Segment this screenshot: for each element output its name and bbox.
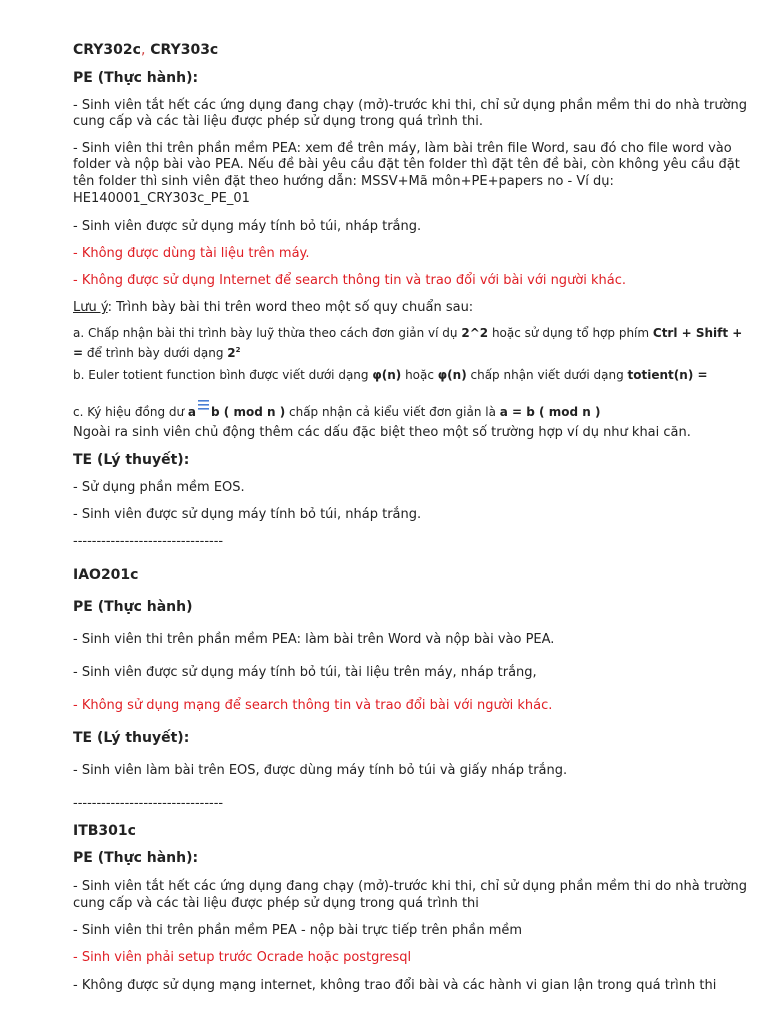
paragraph-line: - Sinh viên được sử dụng máy tính bỏ túi, nháp trắng. [73, 219, 422, 234]
paragraph-line: tên folder thì sinh viên đặt theo hướng dẫn: MSSV+Mã môn+PE+papers no - Ví dụ: [73, 174, 614, 189]
paragraph-line: - Sinh viên thi trên phần mềm PEA: xem đề trên máy, làm bài trên file Word, sau đó cho file word vào [73, 141, 732, 156]
note-text: : Trình bày bài thi trên word theo một số quy chuẩn sau: [107, 300, 474, 315]
warning-line: - Không được sử dụng Internet để search thông tin và trao đổi với bài với người khác. [73, 273, 627, 288]
rule-a-text: để trình bày dưới dạng [83, 346, 228, 360]
pe-heading: PE (Thực hành): [73, 850, 199, 866]
paragraph-line: HE140001_CRY303c_PE_01 [73, 191, 250, 206]
rule-a-example: 2^2 [461, 326, 489, 340]
section-divider: -------------------------------- [73, 796, 224, 811]
rule-c-mod: b ( mod n ) [211, 405, 286, 419]
paragraph-line: cung cấp và các tài liệu được phép sử dụng trong quá trình thi. [73, 114, 484, 129]
rule-b-text: chấp nhận viết dưới dạng [466, 368, 628, 382]
course-code-separator: , [140, 42, 146, 58]
course-code-heading [73, 42, 218, 58]
course-code: CRY303c [145, 42, 219, 58]
paragraph-line: - Sinh viên thi trên phần mềm PEA: làm bài trên Word và nộp bài vào PEA. [73, 632, 555, 647]
paragraph-line: - Không được sử dụng mạng internet, không trao đổi bài và các hành vi gian lận trong quá trình thi [73, 978, 717, 993]
rule-c-a: a [187, 405, 197, 419]
course-code-heading: IAO201c [73, 567, 139, 583]
rule-a-power-exponent: 2 [235, 346, 241, 354]
te-heading: TE (Lý thuyết): [73, 452, 190, 468]
paragraph-line: - Sinh viên làm bài trên EOS, được dùng máy tính bỏ túi và giấy nháp trắng. [73, 763, 568, 778]
rule-b-phi: φ(n) [372, 368, 402, 382]
paragraph-line: - Sinh viên tắt hết các ứng dụng đang chạy (mở)-trước khi thi, chỉ sử dụng phần mềm thi do nhà trường [73, 879, 748, 894]
note-label: Lưu ý [73, 300, 108, 315]
rule-a-text: a. Chấp nhận bài thi trình bày luỹ thừa theo cách đơn giản ví dụ [73, 326, 462, 340]
rule-b-phi: φ(n) [437, 368, 467, 382]
course-code: CRY302c [73, 42, 141, 58]
note-line [73, 300, 473, 316]
warning-line: - Không sử dụng mạng để search thông tin và trao đổi bài với người khác. [73, 698, 553, 713]
rule-a-line [73, 342, 241, 361]
warning-line: - Sinh viên phải setup trước Ocrade hoặc postgresql [73, 950, 412, 965]
rule-b-line [73, 367, 708, 383]
rule-a-shortcut: Ctrl + Shift + [652, 326, 743, 340]
te-heading: TE (Lý thuyết): [73, 730, 190, 746]
pe-heading: PE (Thực hành) [73, 599, 193, 615]
paragraph-line: cung cấp và các tài liệu được phép sử dụng trong quá trình thi [73, 896, 479, 911]
rule-c-text: c. Ký hiệu đồng dư [73, 405, 188, 419]
rule-a-power-base: 2 [227, 346, 236, 360]
paragraph-line: - Sinh viên thi trên phần mềm PEA - nộp bài trực tiếp trên phần mềm [73, 923, 523, 938]
rule-a-text: hoặc sử dụng tổ hợp phím [488, 326, 653, 340]
paragraph-line: folder và nộp bài vào PEA. Nếu đề bài yêu cầu đặt tên folder thì đặt tên đề bài, còn không yêu cầu đặt [73, 157, 740, 172]
paragraph-line: - Sinh viên được sử dụng máy tính bỏ túi, tài liệu trên máy, nháp trắng, [73, 665, 537, 680]
paragraph-line: - Sinh viên tắt hết các ứng dụng đang chạy (mở)-trước khi thi, chỉ sử dụng phần mềm thi do nhà trường [73, 98, 748, 113]
rule-c-text: chấp nhận cả kiểu viết đơn giản là [285, 405, 500, 419]
rule-a-shortcut: = [73, 346, 84, 360]
section-divider: -------------------------------- [73, 534, 224, 549]
rule-c-simple: a = b ( mod n ) [499, 405, 601, 419]
warning-line: - Không được dùng tài liệu trên máy. [73, 246, 310, 261]
course-code-heading: ITB301c [73, 823, 136, 839]
paragraph-line: - Sinh viên được sử dụng máy tính bỏ túi, nháp trắng. [73, 507, 422, 522]
rule-b-totient: totient(n) = [627, 368, 708, 382]
paragraph-line: Ngoài ra sinh viên chủ động thêm các dấu đặc biệt theo một số trường hợp ví dụ như khai căn. [73, 425, 691, 440]
rule-a-line [73, 325, 742, 341]
rule-c-line [73, 399, 600, 420]
rule-b-text: b. Euler totient function bình được viết dưới dạng [73, 368, 373, 382]
rule-b-text: hoặc [401, 368, 438, 382]
pe-heading: PE (Thực hành): [73, 70, 199, 86]
paragraph-line: - Sử dụng phần mềm EOS. [73, 480, 245, 495]
congruence-icon [198, 399, 209, 411]
